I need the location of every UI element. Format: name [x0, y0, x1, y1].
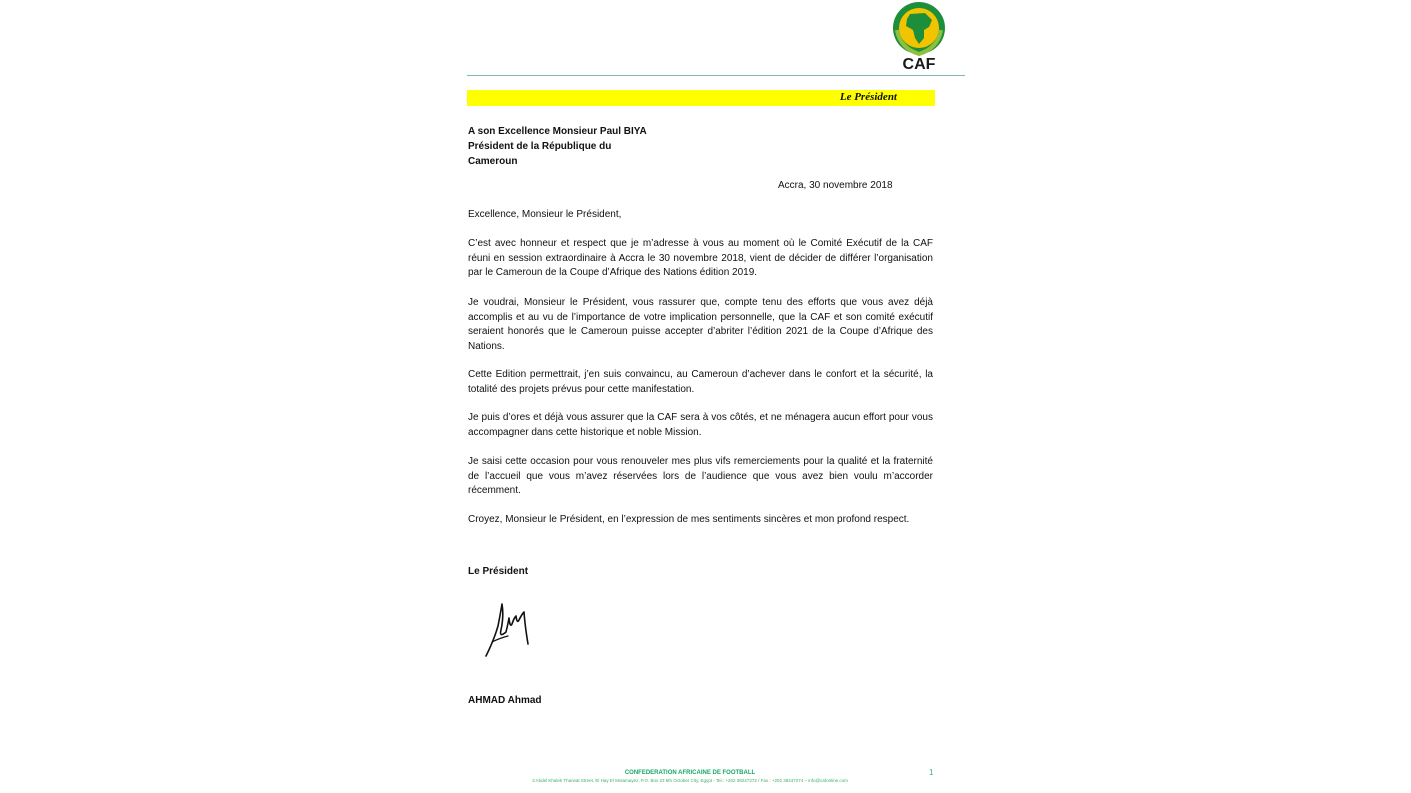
- body-paragraph: Je saisi cette occasion pour vous renouveler mes plus vifs remerciements pour la qualité et la fraternité de l’accueil que vous m’avez réservées lors de l’audience que vous avez bien voulu m’accorder récemment.: [468, 456, 933, 496]
- logo-text: CAF: [902, 56, 936, 72]
- signatory-name: AHMAD Ahmad: [468, 695, 542, 706]
- body-paragraph: Je voudrai, Monsieur le Président, vous rassurer que, compte tenu des efforts que vous avez déjà accomplis et au vu de l’importance de votre implication personnelle, que la CAF et son comité exécutif seraient honorés que le Cameroun puisse accepter d’abriter l’édition 2021 de la Coupe d’Afrique des Nations.: [468, 297, 933, 352]
- body-paragraph: C’est avec honneur et respect que je m’adresse à vous au moment où le Comité Exécutif de la CAF réuni en session extraordinaire à Accra le 30 novembre 2018, vient de décider de différer l’organisation par le Cameroun de la Coupe d’Afrique des Nations édition 2019.: [468, 238, 933, 278]
- addressee-line: Président de la République du: [468, 141, 612, 152]
- header-rule: [467, 75, 965, 76]
- banner-text: Le Président: [839, 91, 897, 103]
- letter-date: Accra, 30 novembre 2018: [778, 180, 893, 191]
- closing-title: Le Président: [468, 566, 529, 577]
- addressee-block: [468, 124, 647, 169]
- footer-org: CONFEDERATION AFRICAINE DE FOOTBALL: [624, 770, 756, 776]
- salutation: Excellence, Monsieur le Président,: [468, 209, 622, 220]
- caf-logo: [880, 0, 958, 72]
- addressee-line: A son Excellence Monsieur Paul BIYA: [468, 126, 647, 137]
- handwritten-signature-icon: [482, 596, 534, 660]
- addressee-line: Cameroun: [468, 156, 518, 167]
- footer-address: 3 Abdel Khalek Tharwat Street, El Hay El Motamayez, P.O. Box 23 6th October City, Egypt - Tel.: +202 38247272 / Fax : +202 38247274 – info@cafonline.com: [532, 778, 848, 783]
- president-banner: [467, 90, 935, 106]
- body-paragraph: Je puis d’ores et déjà vous assurer que la CAF sera à vos côtés, et ne ménagera aucun effort pour vous accompagner dans cette historique et noble Mission.: [468, 412, 933, 438]
- body-paragraph: Cette Edition permettrait, j’en suis convaincu, au Cameroun d’achever dans le confort et la sécurité, la totalité des projets prévus pour cette manifestation.: [468, 369, 933, 395]
- body-paragraph: Croyez, Monsieur le Président, en l’expression de mes sentiments sincères et mon profond respect.: [468, 514, 910, 525]
- footer: [480, 769, 900, 784]
- page-number: 1: [929, 768, 934, 777]
